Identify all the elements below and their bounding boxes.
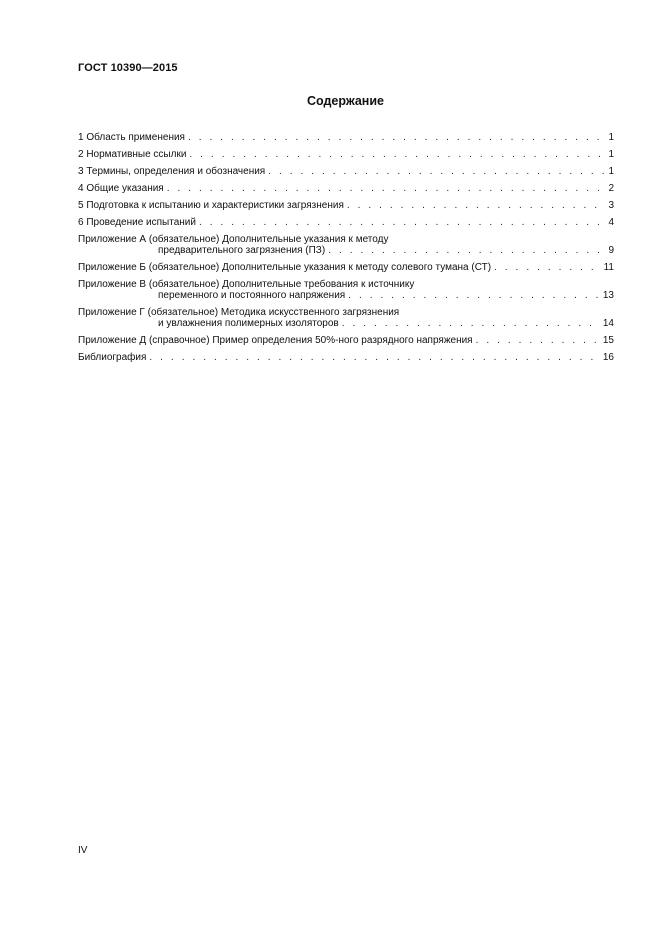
leader-dots	[268, 166, 605, 177]
toc-entry-page: 15	[602, 335, 614, 346]
leader-dots	[347, 200, 606, 211]
leader-dots	[199, 217, 605, 228]
leader-dots	[476, 335, 600, 346]
toc-entry-title: 5 Подготовка к испытанию и характеристики загрязнения	[78, 200, 344, 211]
leader-dots	[342, 318, 600, 329]
toc-entry[interactable]	[78, 335, 614, 346]
toc-entry-title: предварительного загрязнения (ПЗ)	[158, 245, 326, 256]
toc-entry-page: 3	[608, 200, 614, 211]
toc-entry-title: 1 Область применения	[78, 132, 185, 143]
toc-entry-title: 3 Термины, определения и обозначения	[78, 166, 266, 177]
leader-dots	[188, 132, 605, 143]
toc-entry-title: Библиография	[78, 352, 147, 363]
toc-title: Содержание	[306, 94, 384, 108]
page-number: IV	[78, 845, 88, 856]
toc-entry-page: 13	[602, 290, 614, 301]
toc-entry-page: 11	[603, 262, 614, 273]
leader-dots	[167, 183, 606, 194]
toc-entry[interactable]	[78, 132, 614, 143]
toc-entry-page: 4	[608, 217, 614, 228]
toc-entry[interactable]	[78, 307, 614, 329]
toc-entry-title-line: Приложение В (обязательное) Дополнительные требования к источнику	[78, 279, 415, 290]
toc-entry[interactable]	[78, 149, 614, 160]
toc-entry-title: 6 Проведение испытаний	[78, 217, 196, 228]
table-of-contents	[78, 132, 614, 369]
toc-entry-page: 2	[608, 183, 614, 194]
leader-dots	[189, 149, 605, 160]
toc-entry-page: 1	[608, 132, 614, 143]
toc-entry[interactable]	[78, 166, 614, 177]
leader-dots	[348, 290, 600, 301]
toc-entry-title-line: Приложение А (обязательное) Дополнительные указания к методу	[78, 234, 389, 245]
leader-dots	[149, 352, 599, 363]
toc-entry[interactable]	[78, 183, 614, 194]
leader-dots	[328, 245, 605, 256]
toc-entry[interactable]	[78, 279, 614, 301]
toc-entry-title: переменного и постоянного напряжения	[158, 290, 346, 301]
toc-entry[interactable]	[78, 200, 614, 211]
leader-dots	[494, 262, 601, 273]
document-code: ГОСТ 10390—2015	[78, 62, 178, 74]
toc-entry[interactable]	[78, 217, 614, 228]
toc-entry-title: и увлажнения полимерных изоляторов	[158, 318, 339, 329]
toc-entry-page: 14	[602, 318, 614, 329]
toc-entry-page: 9	[608, 245, 614, 256]
toc-entry-title: 4 Общие указания	[78, 183, 164, 194]
toc-entry[interactable]	[78, 262, 614, 273]
toc-entry-title: Приложение Д (справочное) Пример определения 50%-ного разрядного напряжения	[78, 335, 473, 346]
toc-entry-page: 1	[608, 166, 614, 177]
toc-entry-title-line: Приложение Г (обязательное) Методика искусственного загрязнения	[78, 307, 400, 318]
toc-entry-title: Приложение Б (обязательное) Дополнительные указания к методу солевого тумана (СТ)	[78, 262, 492, 273]
toc-entry-title: 2 Нормативные ссылки	[78, 149, 187, 160]
toc-entry-page: 1	[608, 149, 614, 160]
toc-entry[interactable]	[78, 352, 614, 363]
toc-entry-page: 16	[602, 352, 614, 363]
toc-entry[interactable]	[78, 234, 614, 256]
